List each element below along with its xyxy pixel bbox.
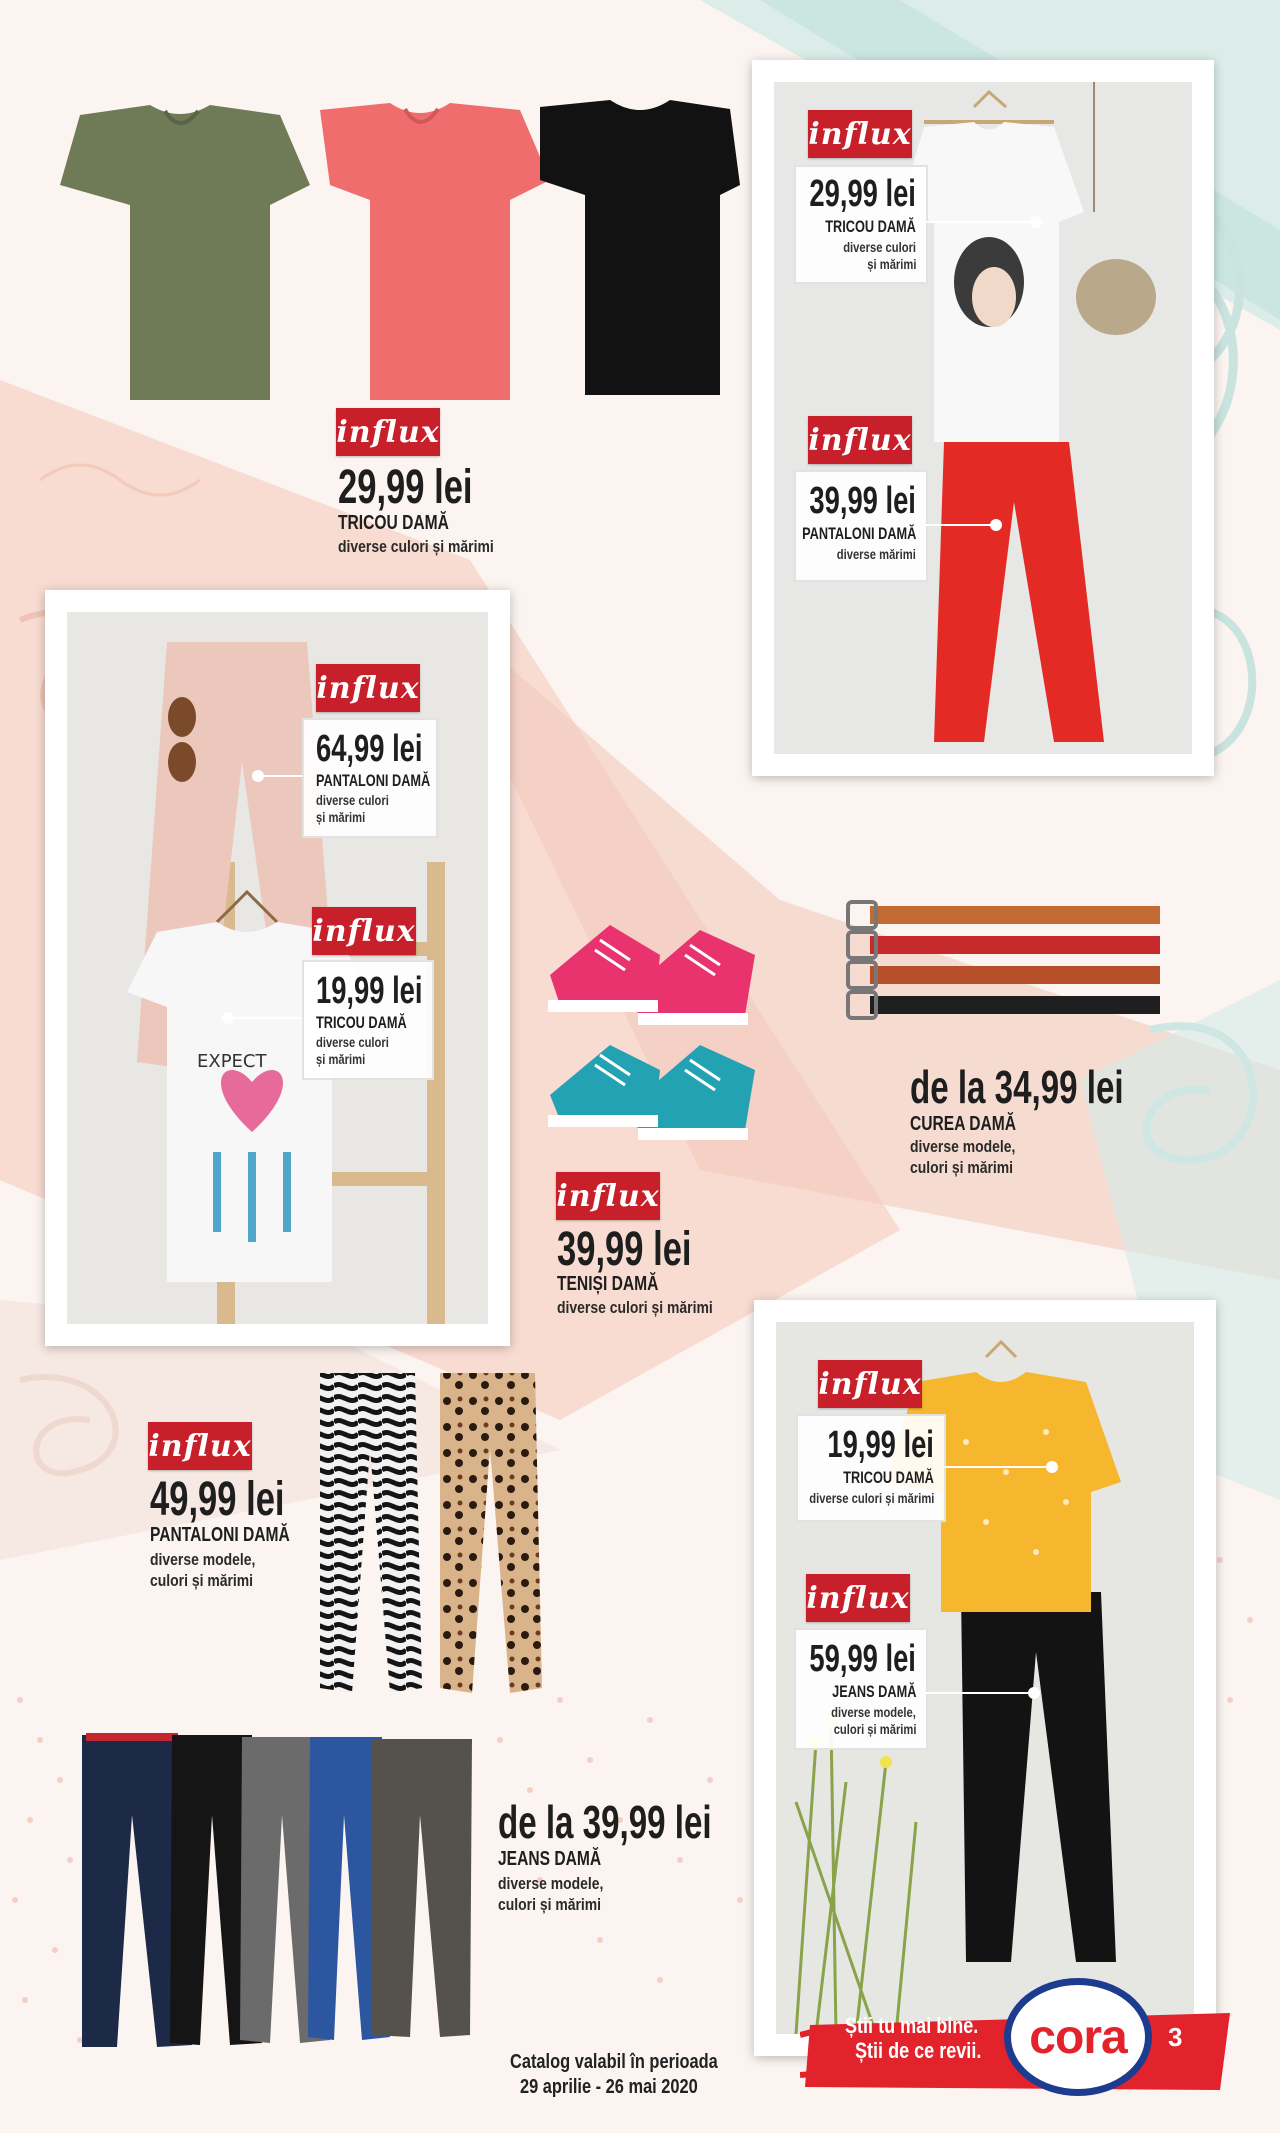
influx-logo: influx bbox=[316, 664, 420, 712]
callout-pants-left: 64,99 lei PANTALONI DAMĂ diverse culori și mărimi bbox=[302, 718, 438, 838]
tees-name: TRICOU DAMĂ bbox=[338, 512, 449, 534]
influx-logo: influx bbox=[148, 1422, 252, 1470]
jeans-price: de la 39,99 lei bbox=[498, 1796, 712, 1848]
callout-line bbox=[262, 775, 302, 777]
callout-dot bbox=[1028, 1687, 1040, 1699]
influx-logo: influx bbox=[806, 1574, 910, 1622]
callout-line bbox=[944, 1466, 1052, 1468]
tees-price: 29,99 lei bbox=[338, 461, 473, 514]
belts-image bbox=[840, 898, 1160, 1028]
frame-left bbox=[45, 590, 510, 1346]
validity-line-2: 29 aprilie - 26 mai 2020 bbox=[520, 2076, 698, 2098]
jeans-image bbox=[72, 1725, 482, 2055]
callout-line bbox=[232, 1017, 302, 1019]
callout-line bbox=[926, 524, 996, 526]
printed-pants-image bbox=[310, 1368, 550, 1698]
belts-name: CUREA DAMĂ bbox=[910, 1113, 1017, 1135]
jeans-details-1: diverse modele, bbox=[498, 1874, 604, 1893]
influx-logo: influx bbox=[556, 1172, 660, 1220]
belts-details-1: diverse modele, bbox=[910, 1137, 1016, 1156]
validity-line-1: Catalog valabil în perioada bbox=[510, 2051, 718, 2073]
callout-jeans-bottom-right: 59,99 lei JEANS DAMĂ diverse modele, culori și mărimi bbox=[794, 1628, 928, 1750]
influx-logo: influx bbox=[312, 907, 416, 955]
sneakers-details: diverse culori și mărimi bbox=[557, 1298, 713, 1317]
influx-logo: influx bbox=[808, 416, 912, 464]
jeans-name: JEANS DAMĂ bbox=[498, 1848, 602, 1870]
printed-pants-details-2: culori și mărimi bbox=[150, 1571, 254, 1590]
callout-tee-bottom-right: 19,99 lei TRICOU DAMĂ diverse culori și mărimi bbox=[796, 1414, 946, 1522]
sneakers-price: 39,99 lei bbox=[557, 1223, 692, 1276]
callout-dot bbox=[222, 1012, 234, 1024]
callout-line bbox=[926, 1692, 1034, 1694]
cora-logo bbox=[1004, 1978, 1152, 2096]
page-number: 3 bbox=[1168, 2022, 1183, 2052]
jeans-details-2: culori și mărimi bbox=[498, 1895, 602, 1914]
influx-logo: influx bbox=[336, 408, 440, 456]
influx-logo: influx bbox=[808, 110, 912, 158]
belts-price: de la 34,99 lei bbox=[910, 1061, 1124, 1113]
cora-logo-text: cora bbox=[1029, 2010, 1127, 2064]
slogan-line-2: Știi de ce revii. bbox=[855, 2038, 982, 2063]
sneakers-image bbox=[540, 895, 770, 1155]
sneakers-name: TENIȘI DAMĂ bbox=[557, 1273, 659, 1295]
printed-pants-name: PANTALONI DAMĂ bbox=[150, 1524, 290, 1546]
printed-pants-price: 49,99 lei bbox=[150, 1473, 285, 1526]
callout-dot bbox=[252, 770, 264, 782]
belts-details-2: culori și mărimi bbox=[910, 1158, 1014, 1177]
callout-pants-top-right: 39,99 lei PANTALONI DAMĂ diverse mărimi bbox=[794, 470, 928, 582]
callout-dot bbox=[990, 519, 1002, 531]
tees-details: diverse culori și mărimi bbox=[338, 537, 494, 556]
slogan-line-1: Știi tu mai bine. bbox=[845, 2013, 979, 2038]
tees-image bbox=[40, 95, 740, 415]
callout-tee-top-right: 29,99 lei TRICOU DAMĂ diverse culori și mărimi bbox=[794, 165, 928, 284]
tee-print-text: EXPECT bbox=[197, 1051, 267, 1072]
callout-dot bbox=[1046, 1461, 1058, 1473]
callout-line bbox=[926, 221, 1036, 223]
influx-logo: influx bbox=[818, 1360, 922, 1408]
callout-tee-left: 19,99 lei TRICOU DAMĂ diverse culori și mărimi bbox=[302, 960, 434, 1080]
callout-dot bbox=[1030, 216, 1042, 228]
printed-pants-details-1: diverse modele, bbox=[150, 1550, 256, 1569]
